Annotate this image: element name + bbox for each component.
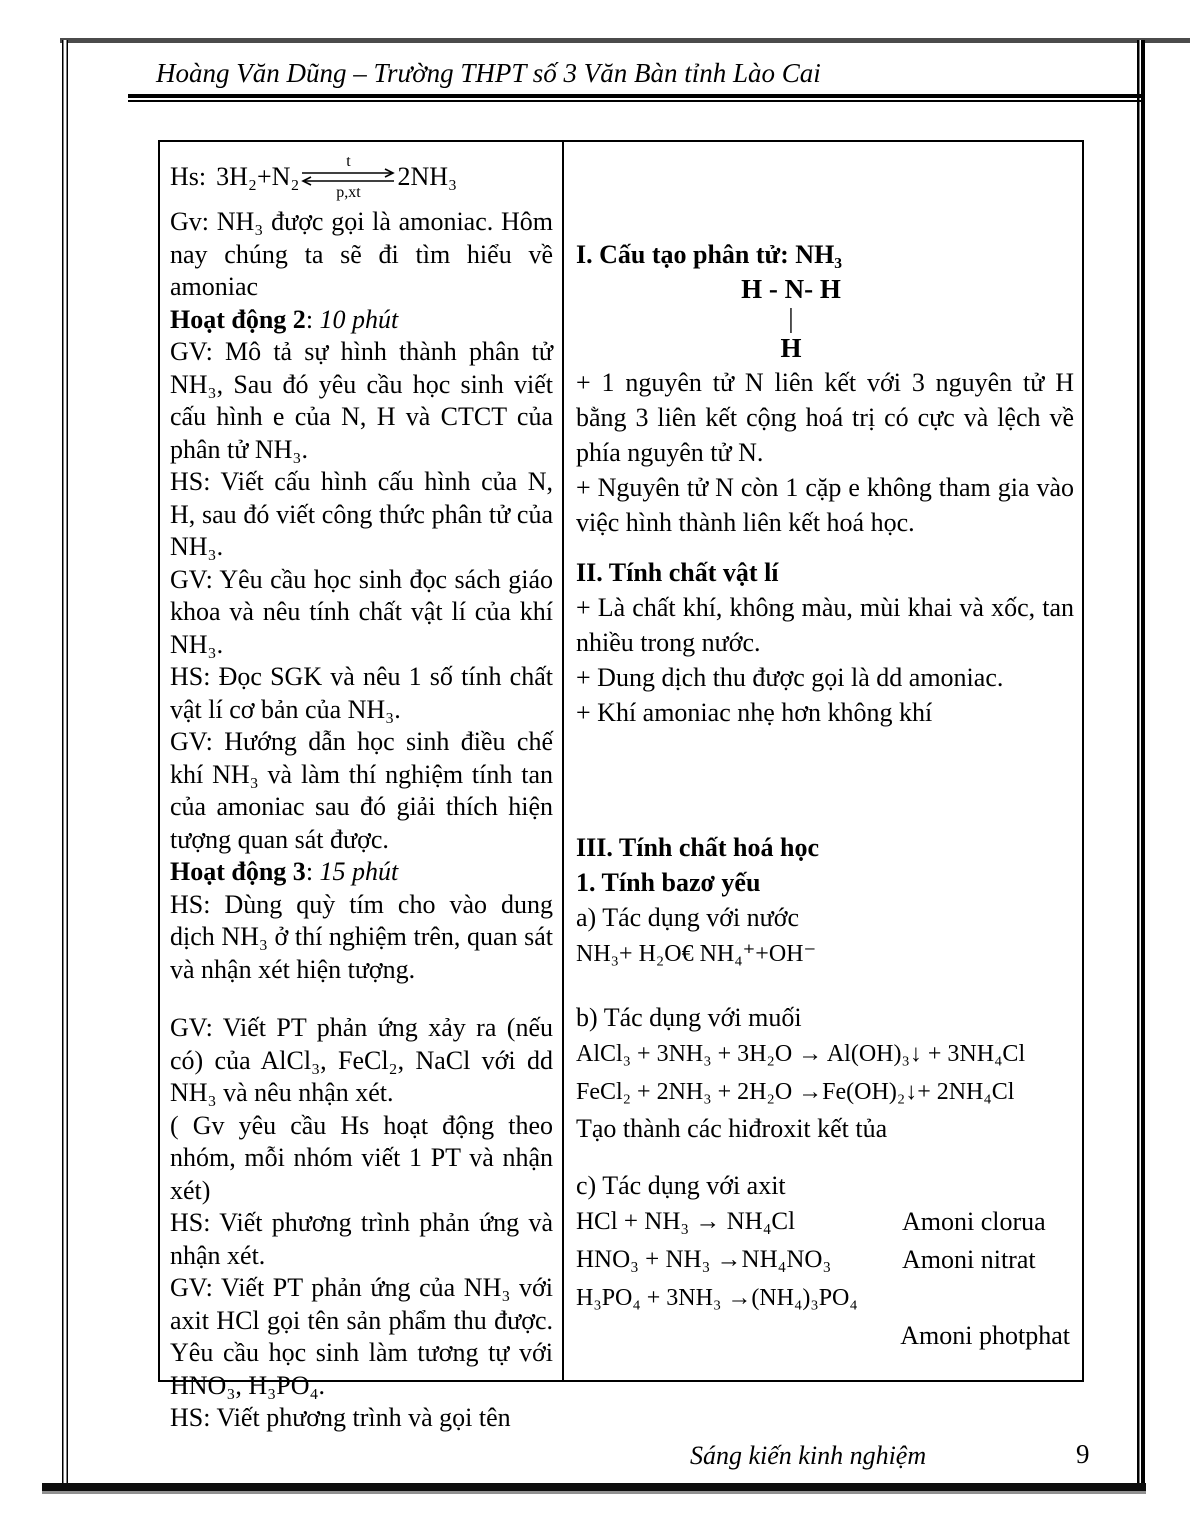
page-border-bottom bbox=[42, 1483, 1146, 1491]
activities-column bbox=[160, 142, 564, 1432]
paragraph-hs-sgk: HS: Đọc SGK và nêu 1 số tính chất vật lí cơ bản của NH₃. bbox=[170, 662, 553, 724]
paragraph-hs-name: HS: Viết phương trình và gọi tên bbox=[170, 1403, 511, 1432]
activity-2-heading bbox=[170, 304, 553, 337]
hydroxide-note: Tạo thành các hiđroxit kết tủa bbox=[576, 1114, 888, 1143]
hno3-reaction-row bbox=[576, 1241, 1074, 1279]
condition-pressure-catalyst: p,xt bbox=[336, 184, 361, 201]
section-3-title: III. Tính chất hoá học bbox=[576, 833, 819, 862]
alcl3-reaction-equation: AlCl₃ + 3NH₃ + 3H₂O → Al(OH)₃↓ + 3NH₄Cl bbox=[576, 1041, 1026, 1067]
structure-bottom-row: H bbox=[780, 333, 802, 363]
structure-bond: | bbox=[788, 303, 794, 333]
hcl-product-name: Amoni clorua bbox=[902, 1207, 1046, 1236]
paragraph-group-work: ( Gv yêu cầu Hs hoạt động theo nhóm, mỗi nhóm viết 1 PT và nhận xét) bbox=[170, 1110, 553, 1205]
activity-2-separator: : bbox=[305, 304, 320, 334]
activity-3-label: Hoạt động 3 bbox=[170, 857, 306, 886]
content-column bbox=[564, 142, 1082, 1380]
section-3-sub-1: 1. Tính bazơ yếu bbox=[576, 868, 761, 897]
footer-label: Sáng kiến kinh nghiệm bbox=[690, 1441, 927, 1470]
fecl2-reaction-equation: FeCl₂ + 2NH₃ + 2H₂O →Fe(OH)₂↓+ 2NH₄Cl bbox=[576, 1079, 1015, 1105]
condition-temperature: t bbox=[346, 153, 351, 170]
activity-2-label: Hoạt động 2 bbox=[170, 304, 306, 334]
header-divider-thick bbox=[128, 94, 1142, 98]
section-1-title: I. Cấu tạo phân tử: NH₃ bbox=[576, 240, 843, 269]
hcl-reaction-equation: HCl + NH₃ → NH₄Cl bbox=[576, 1208, 796, 1235]
section-2-point-2: + Dung dịch thu được gọi là dd amoniac. bbox=[576, 663, 1004, 692]
section-3b-heading: b) Tác dụng với muối bbox=[576, 1003, 802, 1032]
paragraph-hs-config: HS: Viết cấu hình cấu hình của N, H, sau đó viết công thức phân tử của NH₃. bbox=[170, 467, 553, 561]
section-1-point-2: + Nguyên tử N còn 1 cặp e không tham gia vào việc hình thành liên kết hoá học. bbox=[576, 473, 1074, 537]
paragraph-hs-litmus: HS: Dùng quỳ tím cho vào dung dịch NH₃ ở thí nghiệm trên, quan sát và nhận xét hiện tượng. bbox=[170, 889, 553, 984]
paragraph-gv-describe: GV: Mô tả sự hình thành phân tử NH₃, Sau đó yêu cầu học sinh viết cấu hình e của N, H và CTCT của phân tử NH₃. bbox=[170, 337, 553, 464]
paragraph-gv-read: GV: Yêu cầu học sinh đọc sách giáo khoa và nêu tính chất vật lí của khí NH₃. bbox=[170, 564, 553, 659]
hno3-product-name: Amoni nitrat bbox=[902, 1245, 1036, 1274]
section-3c-heading: c) Tác dụng với axit bbox=[576, 1171, 786, 1200]
paragraph-gv-experiment: GV: Hướng dẫn học sinh điều chế khí NH₃ và làm thí nghiệm tính tan của amoniac sau đó giải thích hiện tượng quan sát được. bbox=[170, 727, 553, 854]
page-border-right bbox=[1137, 40, 1145, 1488]
section-1-point-1: + 1 nguyên tử N liên kết với 3 nguyên tử H bằng 3 liên kết cộng hoá trị có cực và lệch về phía nguyên tử N. bbox=[576, 368, 1074, 467]
h3po4-product-name: Amoni photphat bbox=[900, 1321, 1070, 1350]
structure-top-row: H - N- H bbox=[741, 274, 841, 304]
section-2-point-1: + Là chất khí, không màu, mùi khai và xốc, tan nhiều trong nước. bbox=[576, 593, 1074, 657]
equilibrium-condition bbox=[300, 155, 396, 199]
hcl-reaction-row bbox=[576, 1203, 1074, 1241]
equation-rhs: 2NH₃ bbox=[397, 162, 458, 191]
header-divider-thin bbox=[128, 100, 1142, 102]
page-header-title: Hoàng Văn Dũng – Trường THPT số 3 Văn Bàn tỉnh Lào Cai bbox=[156, 58, 821, 88]
hs-prefix: Hs: bbox=[170, 162, 207, 191]
equation-lhs: 3H₂+N₂ bbox=[216, 162, 300, 191]
activity-3-heading bbox=[170, 856, 553, 889]
synthesis-equation bbox=[170, 148, 553, 206]
h3po4-reaction-equation: H₃PO₄ + 3NH₃ →(NH₄)₃PO₄ bbox=[576, 1285, 858, 1311]
paragraph-hs-write: HS: Viết phương trình phản ứng và nhận xét. bbox=[170, 1208, 553, 1270]
nh3-structure-diagram bbox=[576, 272, 1006, 365]
page-border-top bbox=[60, 38, 1190, 43]
activity-3-separator: : bbox=[305, 857, 320, 886]
water-reaction-equation: NH₃+ H₂O€ NH₄⁺+OH⁻ bbox=[576, 941, 817, 967]
footer-page-number: 9 bbox=[1076, 1439, 1090, 1469]
lesson-plan-table bbox=[158, 140, 1084, 1432]
header-divider bbox=[128, 94, 1142, 102]
section-3a-heading: a) Tác dụng với nước bbox=[576, 903, 800, 932]
hno3-reaction-equation: HNO₃ + NH₃ →NH₄NO₃ bbox=[576, 1246, 832, 1273]
activity-3-duration: 15 phút bbox=[319, 857, 399, 886]
paragraph-gv-pt: GV: Viết PT phản ứng xảy ra (nếu có) của AlCl₃, FeCl₂, NaCl với dd NH₃ và nêu nhận xét. bbox=[170, 1013, 553, 1107]
section-2-point-3: + Khí amoniac nhẹ hơn không khí bbox=[576, 698, 933, 727]
paragraph-gv-acid: GV: Viết PT phản ứng của NH₃ với axit HCl gọi tên sản phẩm thu được. Yêu cầu học sinh làm tương tự với HNO₃, H₃PO₄. bbox=[170, 1273, 553, 1400]
section-2-title: II. Tính chất vật lí bbox=[576, 558, 779, 587]
paragraph-gv-intro: Gv: NH₃ được gọi là amoniac. Hôm nay chúng ta sẽ đi tìm hiểu về amoniac bbox=[170, 207, 553, 301]
activity-2-duration: 10 phút bbox=[319, 304, 399, 334]
page-border-left bbox=[62, 40, 68, 1488]
